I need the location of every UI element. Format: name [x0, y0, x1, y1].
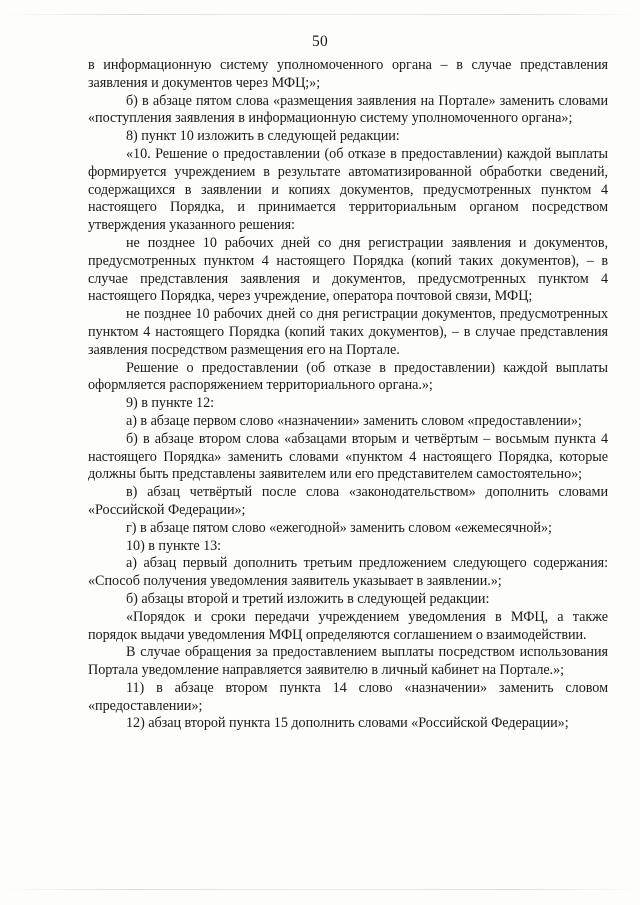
paragraph: в информационную систему уполномоченного органа – в случае представления заявления и документов через МФЦ;»;	[88, 57, 608, 91]
paragraph: 10) в пункте 13:	[126, 537, 222, 554]
paragraph: не позднее 10 рабочих дней со дня регистрации заявления и документов, предусмотренных пунктом 4 настоящего Порядка (копий таких документов), – в случае представления заявления и документов, предусмотренных пунктом 4 настоящего Порядка, через учреждение, оператора почтовой связи, МФЦ;	[88, 234, 608, 305]
paragraph: в) абзац четвёртый после слова «законодательством» дополнить словами «Российской Федерации»;	[88, 484, 608, 518]
paragraph: 9) в пункте 12:	[126, 395, 215, 412]
paragraph: В случае обращения за предоставлением выплаты посредством использования Портала уведомление направляется заявителю в личный кабинет на Портале.»;	[88, 644, 608, 679]
paragraph: «Порядок и сроки передачи учреждением уведомления в МФЦ, а также порядок выдачи уведомления МФЦ определяются соглашением о взаимодействии.	[88, 608, 608, 643]
paragraph: а) абзац первый дополнить третьим предложением следующего содержания: «Способ получения уведомления заявитель указывает в заявлении.»;	[88, 555, 608, 590]
paragraph: 12) абзац второй пункта 15 дополнить словами «Российской Федерации»;	[126, 715, 569, 732]
paragraph: Решение о предоставлении (об отказе в предоставлении) каждой выплаты оформляется распоряжением территориального органа.»;	[88, 359, 608, 394]
paragraph: 8) пункт 10 изложить в следующей редакции:	[126, 128, 400, 145]
paragraph: 11) в абзаце втором пункта 14 слово «назначении» заменить словом «предоставлении»;	[88, 679, 608, 714]
scan-artifact-bottom	[0, 889, 640, 890]
paragraph: б) абзацы второй и третий изложить в следующей редакции:	[126, 590, 490, 607]
paragraph: не позднее 10 рабочих дней со дня регистрации документов, предусмотренных пунктом 4 настоящего Порядка (копий таких документов), – в случае представления заявления посредством размещения его на Портале.	[88, 306, 608, 358]
document-body	[88, 57, 608, 733]
paragraph: б) в абзаце пятом слова «размещения заявления на Портале» заменить словами «поступления заявления в информационную систему уполномоченного органа»;	[88, 92, 608, 127]
paragraph: б) в абзаце втором слова «абзацами вторым и четвёртым – восьмым пункта 4 настоящего Порядка» заменить словами «пунктом 4 настоящего Порядка, которые должны быть представлены заявителем или его представителем самостоятельно»;	[88, 430, 608, 483]
paragraph: «10. Решение о предоставлении (об отказе в предоставлении) каждой выплаты формируется учреждением в результате автоматизированной обработки сведений, содержащихся в заявлении и копиях документов, предусмотренных пунктом 4 настоящего Порядка, и принимается территориальным органом посредством утверждения указанного решения:	[88, 145, 608, 234]
page-number: 50	[312, 33, 328, 50]
scan-artifact-top	[0, 14, 640, 15]
paragraph: а) в абзаце первом слово «назначении» заменить словом «предоставлении»;	[126, 412, 582, 429]
paragraph: г) в абзаце пятом слово «ежегодной» заменить словом «ежемесячной»;	[126, 519, 552, 536]
